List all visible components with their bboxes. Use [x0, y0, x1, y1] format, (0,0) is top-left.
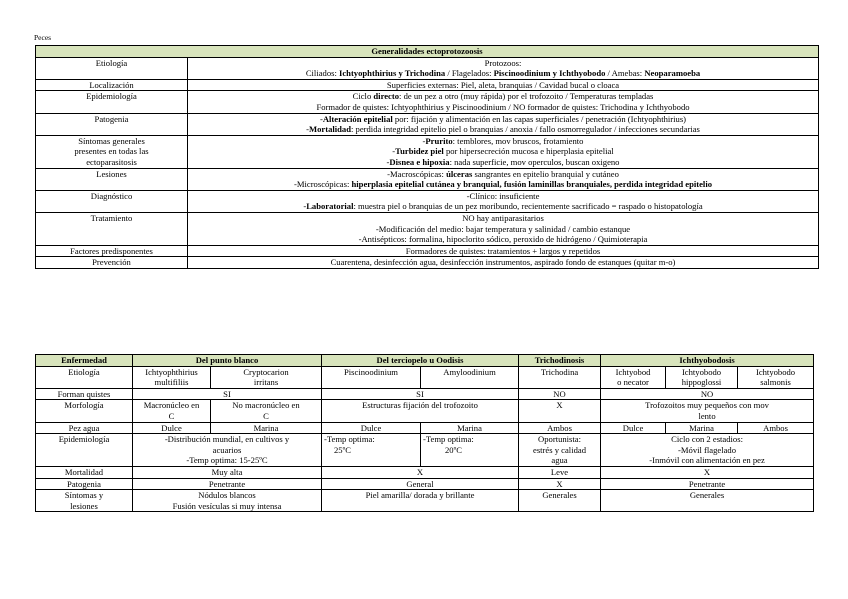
cell: Ichtyobod o necator	[601, 366, 666, 388]
table-row	[36, 190, 819, 212]
cell: -Temp optima: 25ºC	[322, 434, 421, 467]
factores-cell: Formadores de quistes: tratamientos + largos y repetidos	[188, 245, 819, 257]
epidemiologia-cell: Ciclo directo: de un pez a otro (muy rápida) por el trofozoito / Temperaturas templadas Formador de quistes: Ichtyophthirius y Piscinoodinium / NO formador de quistes: Trichodina y Ichthyobodo	[188, 91, 819, 113]
table-row	[36, 388, 814, 400]
table-row	[36, 91, 819, 113]
row-label: Diagnóstico	[36, 190, 188, 212]
cell: Piel amarilla/ dorada y brillante	[322, 490, 519, 512]
generalidades-table	[35, 45, 819, 269]
cell: General	[322, 478, 519, 490]
cell: X	[601, 466, 814, 478]
cell: Dulce	[601, 422, 666, 434]
table-row	[36, 434, 814, 467]
cell: Leve	[519, 466, 601, 478]
table-row	[36, 366, 814, 388]
table-row	[36, 490, 814, 512]
cell: -Temp optima: 20ºC	[421, 434, 519, 467]
table-row	[36, 79, 819, 91]
cell: SI	[133, 388, 322, 400]
cell: Dulce	[322, 422, 421, 434]
sintomas-cell: -Prurito: temblores, mov bruscos, frotamiento -Turbidez piel por hipersecreción mucosa e hiperplasia epitelial -Disnea e hipoxia: nada superficie, mov operculos, buscan oxigeno	[188, 135, 819, 168]
row-label: Patogenia	[36, 113, 188, 135]
row-label: Mortalidad	[36, 466, 133, 478]
row-label: Etiología	[36, 366, 133, 388]
cell: Macronúcleo en C	[133, 400, 211, 422]
header-trichodinosis: Trichodinosis	[519, 355, 601, 367]
cell: Ciclo con 2 estadios: -Móvil flagelado -Inmóvil con alimentación en pez	[601, 434, 814, 467]
cell: -Distribución mundial, en cultivos y acuarios -Temp optima: 15-25ºC	[133, 434, 322, 467]
row-label: Localización	[36, 79, 188, 91]
row-label: Tratamiento	[36, 212, 188, 245]
row-label: Síntomas generales presentes en todas las ectoparasitosis	[36, 135, 188, 168]
header-terciopelo: Del terciopelo u Oodisis	[322, 355, 519, 367]
cell: Ichtyobodo salmonis	[738, 366, 814, 388]
row-label: Morfología	[36, 400, 133, 422]
cell: Marina	[211, 422, 322, 434]
table-row	[36, 57, 819, 79]
tratamiento-cell: NO hay antiparasitarios -Modificación del medio: bajar temperatura y salinidad / cambio estanque -Antisépticos: formalina, hipoclorito sódico, peroxido de hidrógeno / Quimioterapia	[188, 212, 819, 245]
cell: Penetrante	[133, 478, 322, 490]
cell: Oportunista: estrés y calidad agua	[519, 434, 601, 467]
cell: Cryptocarion irritans	[211, 366, 322, 388]
row-label: Epidemiología	[36, 434, 133, 467]
table-title: Generalidades ectoprotozoosis	[36, 46, 819, 58]
cell: Muy alta	[133, 466, 322, 478]
cell: Ambos	[519, 422, 601, 434]
cell: No macronúcleo en C	[211, 400, 322, 422]
table-row	[36, 212, 819, 245]
table-header-row	[36, 355, 814, 367]
table-row	[36, 400, 814, 422]
cell: Penetrante	[601, 478, 814, 490]
row-label: Forman quistes	[36, 388, 133, 400]
cell: X	[519, 478, 601, 490]
cell: Nódulos blancos Fusión vesículas si muy intensa	[133, 490, 322, 512]
cell: Trofozoitos muy pequeños con mov lento	[601, 400, 814, 422]
header-punto-blanco: Del punto blanco	[133, 355, 322, 367]
row-label: Factores predisponentes	[36, 245, 188, 257]
row-label: Etiología	[36, 57, 188, 79]
cell: Dulce	[133, 422, 211, 434]
cell: X	[519, 400, 601, 422]
header-ichthyobodosis: Ichthyobodosis	[601, 355, 814, 367]
cell: Amyloodinium	[421, 366, 519, 388]
table-row	[36, 257, 819, 269]
header-enfermedad: Enfermedad	[36, 355, 133, 367]
localizacion-cell: Superficies externas: Piel, aleta, branquias / Cavidad bucal o cloaca	[188, 79, 819, 91]
cell: SI	[322, 388, 519, 400]
table-row	[36, 245, 819, 257]
row-label: Síntomas y lesiones	[36, 490, 133, 512]
row-label: Epidemiología	[36, 91, 188, 113]
diagnostico-cell: -Clínico: insuficiente -Laboratorial: muestra piel o branquias de un pez moribundo, recientemente sacrificado = raspado o histopatología	[188, 190, 819, 212]
page-label: Peces	[34, 33, 52, 42]
cell: Ichtyobodo hippoglossi	[666, 366, 738, 388]
lesiones-cell: -Macroscópicas: úlceras sangrantes en epitelio branquial y cutáneo -Microscópicas: hiperplasia epitelial cutánea y branquial, fusión laminillas branquiales, perdida integridad epitelio	[188, 168, 819, 190]
cell: Estructuras fijación del trofozoito	[322, 400, 519, 422]
table-row	[36, 466, 814, 478]
cell: NO	[519, 388, 601, 400]
row-label: Prevención	[36, 257, 188, 269]
cell: Generales	[519, 490, 601, 512]
patogenia-cell: -Alteración epitelial por: fijación y alimentación en las capas superficiales / penetración (Ichtyophthirius) -Mortalidad: perdida integridad epitelio piel o branquias / anoxia / fallo osmorregulador / infecciones secundarias	[188, 113, 819, 135]
table-row	[36, 113, 819, 135]
cell: Ichtyophthirius multifiliis	[133, 366, 211, 388]
cell: Ambos	[738, 422, 814, 434]
row-label: Pez agua	[36, 422, 133, 434]
cell: Marina	[666, 422, 738, 434]
enfermedades-table	[35, 354, 814, 512]
cell: Marina	[421, 422, 519, 434]
cell: X	[322, 466, 519, 478]
row-label: Patogenia	[36, 478, 133, 490]
row-label: Lesiones	[36, 168, 188, 190]
table-row	[36, 422, 814, 434]
cell: Trichodina	[519, 366, 601, 388]
cell: NO	[601, 388, 814, 400]
table-row	[36, 478, 814, 490]
etiologia-cell: Protozoos: Ciliados: Ichtyophthirius y Trichodina / Flagelados: Piscinoodinium y Ichthyobodo / Amebas: Neoparamoeba	[188, 57, 819, 79]
table-row	[36, 135, 819, 168]
cell: Piscinoodinium	[322, 366, 421, 388]
prevencion-cell: Cuarentena, desinfección agua, desinfección instrumentos, aspirado fondo de estanques (quitar m-o)	[188, 257, 819, 269]
table-row	[36, 168, 819, 190]
cell: Generales	[601, 490, 814, 512]
